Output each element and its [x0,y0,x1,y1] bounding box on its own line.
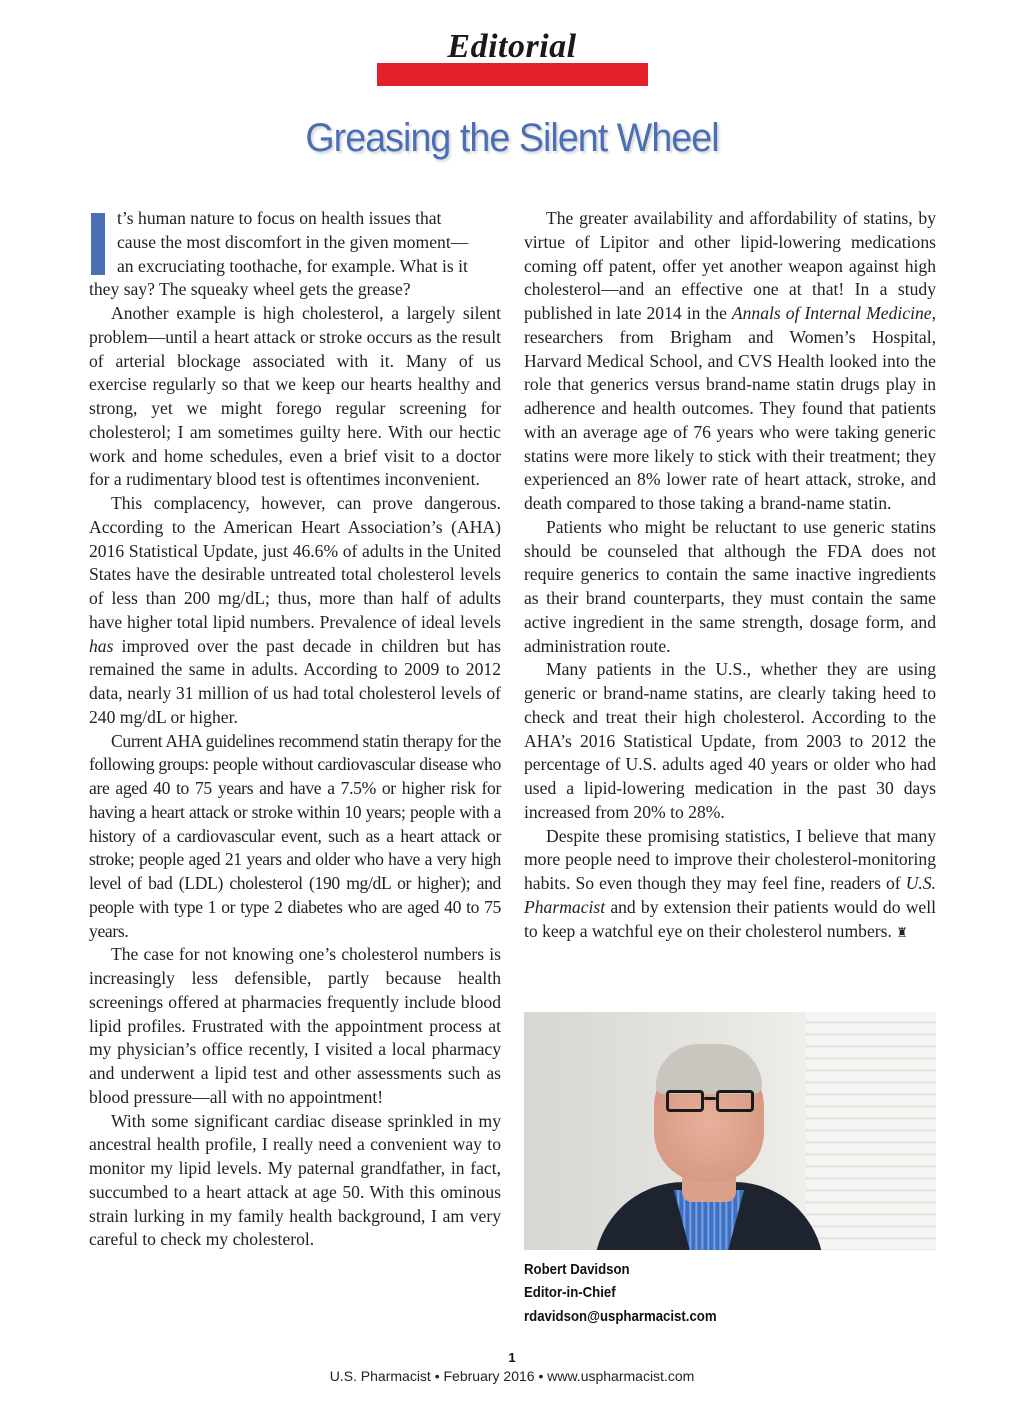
author-photo [524,1012,936,1250]
p3-text-a: This complacency, however, can prove dangerous. According to the American Heart Association’s (AHA) 2016 Statistical Update, just 46.6% of adults in the United States have the desirable untreated total cholesterol levels of less than 200 mg/dL; thus, more than half of adults have higher total lipid numbers. Prevalence of ideal levels [89,493,501,632]
right-paragraph-2: Patients who might be reluctant to use generic statins should be counseled that although the FDA does not require generics to contain the same inactive ingredients as their brand counterparts, they must contain the same active ingredient in the same strength, dosage form, and administration route. [524,516,936,656]
page-number: 1 [508,1350,516,1365]
end-mark-icon: ♜ [896,925,908,941]
section-label-bar [377,63,648,86]
author-hair [656,1044,762,1094]
p1-line-3: an excruciating toothache, for example. What is it [117,255,468,276]
author-title: Editor-in-Chief [524,1284,616,1301]
paragraph-1 [89,207,501,302]
right-paragraph-4 [524,825,936,946]
page-title: Greasing the Silent Wheel [305,116,719,160]
section-label: Editorial [447,28,577,65]
right-paragraph-1 [524,207,936,516]
page-footer: U.S. Pharmacist • February 2016 • www.uspharmacist.com [329,1368,695,1384]
rp4-text-b: and by extension their patients would do well to keep a watchful eye on their cholesterol numbers. [524,896,936,941]
author-email[interactable]: rdavidson@uspharmacist.com [524,1308,717,1325]
right-column [524,207,936,945]
drop-cap-i-bar [91,213,105,275]
p1-line-4: they say? The squeaky wheel gets the grease? [89,279,411,300]
paragraph-2: Another example is high cholesterol, a largely silent problem—until a heart attack or stroke occurs as the result of arterial blockage associated with it. Many of us exercise regularly so that we keep our hearts healthy and strong, yet we might forego regular screening for cholesterol; I am sometimes guilty here. With our hectic work and home schedules, even a brief visit to a doctor for a rudimentary blood test is oftentimes inconvenient. [89,303,501,490]
rp4-text-a: Despite these promising statistics, I believe that many more people need to improve their cholesterol-monitoring habits. So even though they may feel fine, readers of [524,825,936,893]
p1-line-2: cause the most discomfort in the given moment— [117,231,469,252]
right-paragraph-3: Many patients in the U.S., whether they are using generic or brand-name statins, are clearly taking heed to check and treat their high cholesterol. According to the AHA’s 2016 Statistical Update, from 2003 to 2012 the percentage of U.S. adults aged 40 years or older who had used a lipid-lowering medication in the past 30 days increased from 20% to 28%. [524,659,936,822]
paragraph-4: Current AHA guidelines recommend statin therapy for the following groups: people without cardiovascular disease who are aged 40 to 75 years and have a 7.5% or higher risk for having a heart attack or stroke within 10 years; people with a history of a cardiovascular event, such as a heart attack or stroke; people aged 21 years and older who have a very high level of bad (LDL) cholesterol (190 mg/dL or higher); and people with type 1 or type 2 diabetes who are aged 40 to 75 years. [89,730,501,941]
publication-name: U.S. Pharmacist [524,873,936,917]
rp1-text-a: The greater availability and affordability of statins, by virtue of Lipitor and other lipid-lowering medications coming off patent, offer yet another weapon against high cholesterol—and an effective one at that! In a study published in late 2014 in the [524,208,936,323]
glasses-icon [666,1090,754,1114]
p3-emphasis: has [89,635,114,656]
left-column [89,207,501,1252]
journal-name: Annals of Internal Medicine [731,303,932,323]
paragraph-3 [89,492,501,730]
author-name: Robert Davidson [524,1261,630,1278]
p3-text-b: improved over the past decade in children but has remained the same in adults. According to 2009 to 2012 data, nearly 31 million of us had total cholesterol levels of 240 mg/dL or higher. [89,635,501,727]
paragraph-6: With some significant cardiac disease sprinkled in my ancestral health profile, I really need a convenient way to monitor my lipid levels. My paternal grandfather, in fact, succumbed to a heart attack at age 50. With this ominous strain lurking in my family health background, I am very careful to check my cholesterol. [89,1110,501,1250]
p1-line-1: t’s human nature to focus on health issues that [117,208,442,228]
rp1-text-b: , researchers from Brigham and Women’s Hospital, Harvard Medical School, and CVS Health looked into the role that generics versus brand-name statin drugs play in adherence and health outcomes. They found that patients with an average age of 76 years who were taking generic statins were more likely to stick with their treatment; they experienced an 8% lower rate of heart attack, stroke, and death compared to those taking a brand-name statin. [524,303,936,513]
paragraph-5: The case for not knowing one’s cholesterol numbers is increasingly less defensible, partly because health screenings offered at pharmacies frequently include blood lipid profiles. Frustrated with the appointment process at my physician’s office recently, I visited a local pharmacy and underwent a lipid test and other assessments such as blood pressure—all with no appointment! [89,944,501,1107]
window-blinds [806,1012,936,1250]
